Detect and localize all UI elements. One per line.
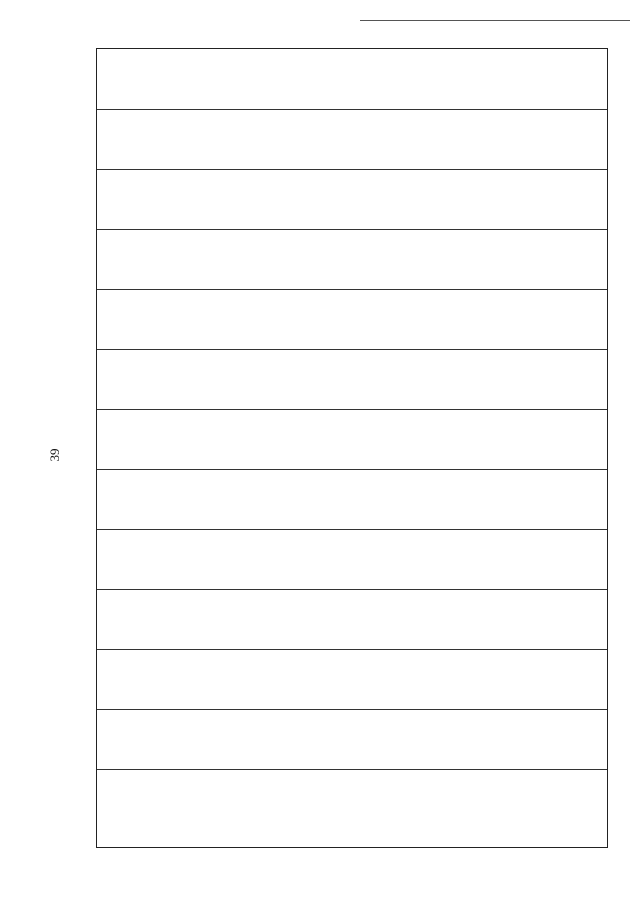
row-divider — [97, 289, 607, 290]
table-frame — [96, 48, 608, 848]
row-divider — [97, 169, 607, 170]
row-divider — [97, 529, 607, 530]
top-rule — [360, 20, 630, 21]
row-divider — [97, 769, 607, 770]
row-divider — [97, 109, 607, 110]
page-number: 39 — [47, 448, 62, 462]
row-divider — [97, 649, 607, 650]
row-divider — [97, 349, 607, 350]
row-divider — [97, 469, 607, 470]
row-divider — [97, 409, 607, 410]
row-divider — [97, 229, 607, 230]
row-divider — [97, 709, 607, 710]
row-divider — [97, 589, 607, 590]
